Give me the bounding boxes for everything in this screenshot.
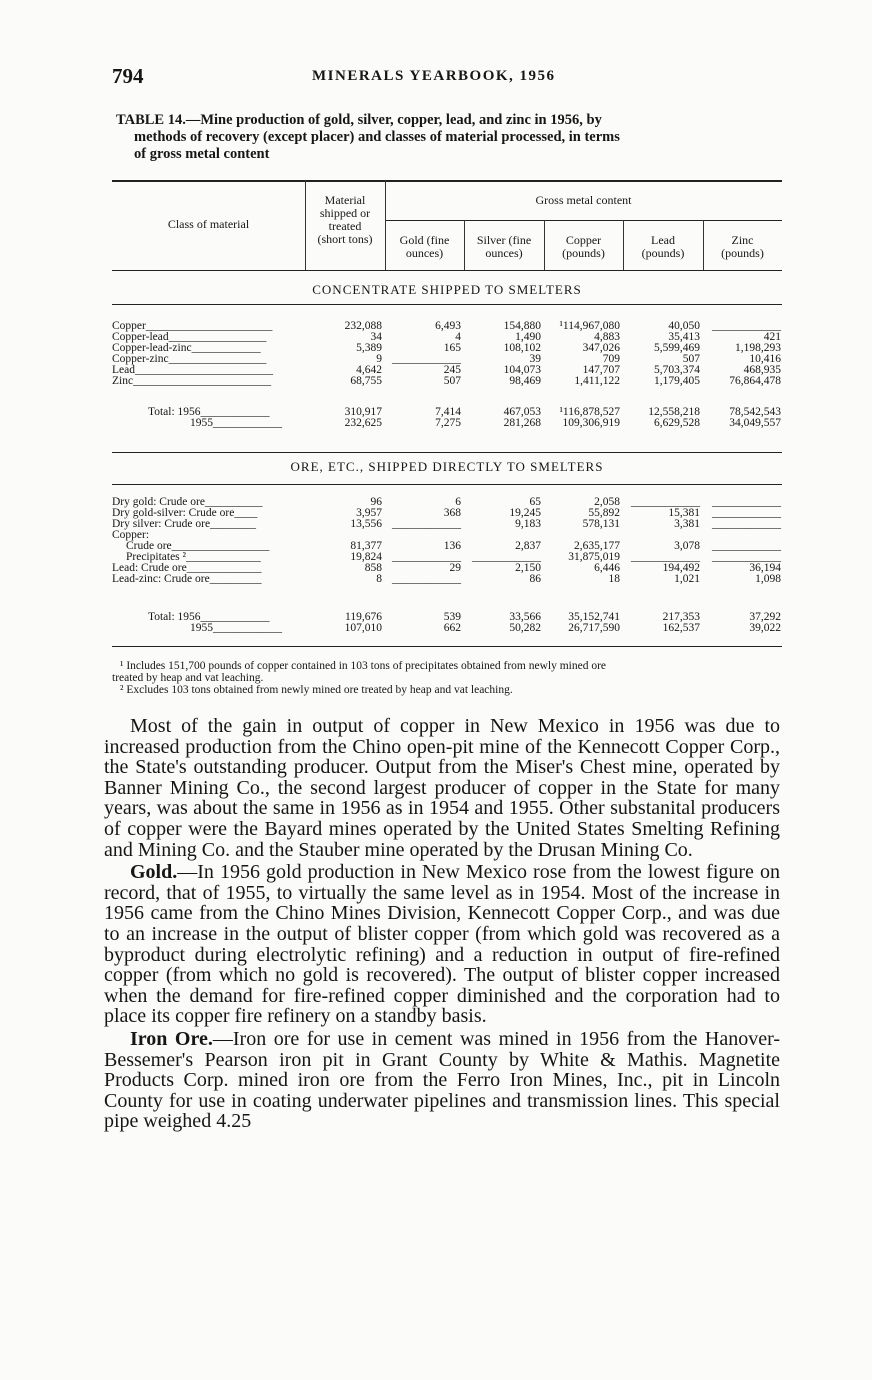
cell-zinc: 36,194	[749, 562, 781, 574]
paragraph-copper: Most of the gain in output of copper in New Mexico in 1956 was due to increased production from the Chino open-pit mine of the Kennecott Copper Corp., the State's outstanding producer. Output from the Miser's Chest mine, operated by Banner Mining Co., the second largest producer of copper in the State for many years, was about the same in 1956 as in 1954 and 1955. Other substanital producers of copper were the Bayard mines operated by the United States Smelting Refining and Mining Co. and the Stauber mine operated by the Drusan Mining Co.	[104, 715, 780, 861]
table-footnotes	[112, 660, 780, 696]
cell-silver: 33,566	[509, 611, 541, 623]
row-label: Total: 1956____________	[148, 612, 270, 623]
cell-gold: 7,414	[435, 406, 461, 418]
cell-copper: 6,446	[594, 562, 620, 574]
header-line: treated	[328, 219, 362, 233]
cell-silver: 86	[529, 573, 541, 585]
header-line: (pounds)	[562, 246, 605, 260]
cell-material: 310,917	[344, 406, 382, 418]
cell-gold: ____________	[392, 518, 461, 530]
cell-material: 13,556	[350, 518, 382, 530]
paragraph-iron-ore-text: —Iron ore for use in cement was mined in 1956 from the Hanover-Bessemer's Pearson iron pit in Grant County by White & Mathis. Magnetite Products Corp. mined iron ore from the Ferro Iron Mines, Inc., pit in Lincoln County for use in coating underwater pipelines and transmission lines. This special pipe weighed 4.25	[104, 1027, 781, 1133]
cell-lead: 35,413	[668, 331, 700, 343]
cell-gold: 165	[443, 342, 461, 354]
caption-line: of gross metal content	[134, 146, 270, 162]
cell-lead: 1,179,405	[654, 375, 700, 387]
cell-copper: 347,026	[582, 342, 620, 354]
cell-lead: 194,492	[662, 562, 700, 574]
cell-lead: 1,021	[674, 573, 700, 585]
cell-lead: 5,703,374	[654, 364, 700, 376]
cell-gold: 136	[443, 540, 461, 552]
cell-gold: 6,493	[435, 320, 461, 332]
table-row	[112, 418, 782, 429]
table-rule	[385, 220, 782, 221]
header-line: shipped or	[319, 206, 371, 220]
cell-material: 5,389	[356, 342, 382, 354]
lead-in-gold: Gold.	[130, 861, 178, 884]
cell-zinc: 78,542,543	[729, 406, 781, 418]
col-header-lead	[623, 234, 703, 260]
col-header-class: Class of material	[167, 217, 250, 231]
cell-zinc: ____________	[712, 320, 781, 332]
table-rule	[112, 484, 782, 485]
cell-gold: ____________	[392, 353, 461, 365]
table-rule	[112, 180, 782, 182]
cell-material: 4,642	[356, 364, 382, 376]
lead-in-iron-ore: Iron Ore.	[130, 1027, 213, 1050]
running-head: MINERALS YEARBOOK, 1956	[312, 68, 556, 84]
cell-zinc: 421	[763, 331, 781, 343]
caption-line: TABLE 14.—Mine production of gold, silver, copper, lead, and zinc in 1956, by	[116, 112, 602, 128]
footnote-1-cont: treated by heap and vat leaching.	[112, 672, 264, 684]
cell-material: 232,625	[344, 417, 382, 429]
cell-gold: 507	[443, 375, 461, 387]
cell-lead: 6,629,528	[654, 417, 700, 429]
cell-silver: ____________	[472, 551, 541, 563]
page-header	[112, 64, 780, 90]
cell-material: 232,088	[344, 320, 382, 332]
cell-material: 9	[376, 353, 382, 365]
cell-silver: 104,073	[503, 364, 541, 376]
cell-copper: ¹116,878,527	[559, 406, 620, 418]
table-row	[112, 574, 782, 585]
cell-zinc: 1,098	[755, 573, 781, 585]
cell-silver: 2,150	[515, 562, 541, 574]
cell-copper: 147,707	[582, 364, 620, 376]
paragraph-gold-text: —In 1956 gold production in New Mexico rose from the lowest figure on record, that of 1955, to virtually the same level as in 1954. Most of the increase in 1956 came from the Chino Mines Division, Kennecott Copper Corp., and was due to an increase in the output of blister copper (from which gold was recovered as a byproduct during electrolytic refining) and a reduction in output of fire-refined copper (from which no gold is recovered). The output of blister copper increased when the demand for fire-refined copper diminished and the corporation had to place its copper fire refinery on a standby basis.	[104, 861, 780, 1028]
cell-lead: ____________	[631, 496, 700, 508]
cell-silver: 281,268	[503, 417, 541, 429]
cell-gold: 539	[443, 611, 461, 623]
row-label: Lead-zinc: Crude ore_________	[112, 574, 262, 585]
row-label: Dry gold: Crude ore__________	[112, 497, 263, 508]
header-line: Material	[324, 193, 366, 207]
row-label: Dry silver: Crude ore________	[112, 519, 257, 530]
table-row	[112, 623, 782, 634]
header-line: (pounds)	[721, 246, 764, 260]
footnote-2: ² Excludes 103 tons obtained from newly mined ore treated by heap and vat leaching.	[120, 684, 513, 696]
table-rule	[112, 452, 782, 453]
header-line: Gold (fine	[399, 233, 450, 247]
cell-copper: 2,635,177	[574, 540, 620, 552]
row-label: Copper-lead_________________	[112, 332, 267, 343]
row-label: Crude ore_________________	[126, 541, 270, 552]
row-label: Copper-lead-zinc____________	[112, 343, 261, 354]
cell-zinc: ____________	[712, 496, 781, 508]
cell-copper: 35,152,741	[568, 611, 620, 623]
cell-zinc: 10,416	[749, 353, 781, 365]
cell-gold: 6	[455, 496, 461, 508]
cell-copper: 18	[608, 573, 620, 585]
row-label: Lead________________________	[112, 365, 273, 376]
cell-zinc: 37,292	[749, 611, 781, 623]
cell-material: 107,010	[344, 622, 382, 634]
row-label: Precipitates ²_____________	[126, 552, 261, 563]
row-label: Zinc________________________	[112, 376, 272, 387]
cell-lead: 3,381	[674, 518, 700, 530]
cell-gold: 4	[455, 331, 461, 343]
cell-zinc: 39,022	[749, 622, 781, 634]
table-caption	[116, 112, 784, 163]
row-label: Copper:	[112, 530, 150, 541]
paragraph-iron-ore	[104, 1029, 780, 1132]
cell-gold: 368	[443, 507, 461, 519]
cell-zinc: ____________	[712, 551, 781, 563]
cell-silver: 9,183	[515, 518, 541, 530]
row-label: Copper-zinc_________________	[112, 354, 267, 365]
col-header-silver	[464, 234, 544, 260]
cell-material: 68,755	[350, 375, 382, 387]
row-label: Copper______________________	[112, 321, 273, 332]
cell-material: 19,824	[350, 551, 382, 563]
col-header-gross: Gross metal content	[535, 193, 632, 207]
cell-silver: 50,282	[509, 622, 541, 634]
cell-lead: 15,381	[668, 507, 700, 519]
header-line: ounces)	[485, 246, 523, 260]
cell-gold: ____________	[392, 573, 461, 585]
row-label: 1955____________	[190, 418, 282, 429]
cell-silver: 154,880	[503, 320, 541, 332]
header-line: (pounds)	[641, 246, 685, 260]
row-label: 1955____________	[190, 623, 282, 634]
table-rule	[112, 304, 782, 305]
row-label: Total: 1956____________	[148, 407, 270, 418]
cell-silver: 65	[529, 496, 541, 508]
caption-line: methods of recovery (except placer) and classes of material processed, in terms	[134, 129, 620, 145]
cell-copper: 26,717,590	[568, 622, 620, 634]
cell-copper: ¹114,967,080	[559, 320, 620, 332]
table-rule	[112, 646, 782, 647]
row-label: Lead: Crude ore_____________	[112, 563, 262, 574]
paragraph-gold	[104, 862, 780, 1027]
cell-material: 119,676	[345, 611, 382, 623]
section-title-ore: ORE, ETC., SHIPPED DIRECTLY TO SMELTERS	[290, 459, 604, 474]
body-text	[104, 716, 780, 1134]
cell-copper: 709	[602, 353, 620, 365]
cell-lead: 5,599,469	[654, 342, 700, 354]
cell-material: 858	[364, 562, 382, 574]
col-header-material	[305, 194, 385, 246]
cell-material: 96	[370, 496, 382, 508]
col-header-gold	[385, 234, 464, 260]
cell-lead: 507	[682, 353, 700, 365]
cell-zinc: 76,864,478	[729, 375, 781, 387]
header-line: Lead	[651, 233, 675, 247]
cell-material: 81,377	[350, 540, 382, 552]
cell-lead: 3,078	[674, 540, 700, 552]
col-header-zinc	[703, 234, 782, 260]
cell-material: 34	[370, 331, 382, 343]
cell-copper: 4,883	[594, 331, 620, 343]
cell-gold: 7,275	[435, 417, 461, 429]
page-number: 794	[112, 64, 144, 88]
header-line: (short tons)	[317, 232, 373, 246]
cell-gold: 245	[443, 364, 461, 376]
section-title-concentrate: CONCENTRATE SHIPPED TO SMELTERS	[312, 282, 582, 297]
cell-silver: 1,490	[515, 331, 541, 343]
cell-silver: 467,053	[503, 406, 541, 418]
footnote-1: ¹ Includes 151,700 pounds of copper contained in 103 tons of precipitates obtained from newly mined ore	[120, 660, 607, 672]
cell-zinc: 1,198,293	[735, 342, 781, 354]
table-rule	[112, 270, 782, 271]
header-line: ounces)	[405, 246, 444, 260]
cell-copper: 31,875,019	[568, 551, 620, 563]
header-line: Zinc	[731, 233, 754, 247]
cell-copper: 55,892	[588, 507, 620, 519]
cell-silver: 19,245	[509, 507, 541, 519]
cell-silver: 108,102	[503, 342, 541, 354]
cell-zinc: ____________	[712, 507, 781, 519]
header-line: Silver (fine	[476, 233, 532, 247]
table-row	[112, 376, 782, 387]
cell-gold: 662	[443, 622, 461, 634]
cell-gold: ____________	[392, 551, 461, 563]
cell-silver: 39	[529, 353, 541, 365]
cell-copper: 109,306,919	[562, 417, 620, 429]
cell-zinc: 34,049,557	[729, 417, 781, 429]
col-header-copper	[544, 234, 623, 260]
cell-lead: 40,050	[668, 320, 700, 332]
cell-zinc: ____________	[712, 540, 781, 552]
cell-gold: 29	[449, 562, 461, 574]
cell-material: 3,957	[356, 507, 382, 519]
cell-zinc: 468,935	[743, 364, 781, 376]
cell-lead: 12,558,218	[648, 406, 700, 418]
header-line: Copper	[565, 233, 602, 247]
cell-copper: 2,058	[594, 496, 620, 508]
cell-lead: 162,537	[662, 622, 700, 634]
cell-copper: 1,411,122	[574, 375, 620, 387]
table-row	[112, 519, 782, 530]
cell-silver: 2,837	[515, 540, 541, 552]
cell-zinc: ____________	[712, 518, 781, 530]
cell-copper: 578,131	[582, 518, 620, 530]
cell-silver: 98,469	[509, 375, 541, 387]
cell-lead: 217,353	[662, 611, 700, 623]
row-label: Dry gold-silver: Crude ore____	[112, 508, 258, 519]
cell-material: 8	[376, 573, 382, 585]
cell-lead: ____________	[631, 551, 700, 563]
